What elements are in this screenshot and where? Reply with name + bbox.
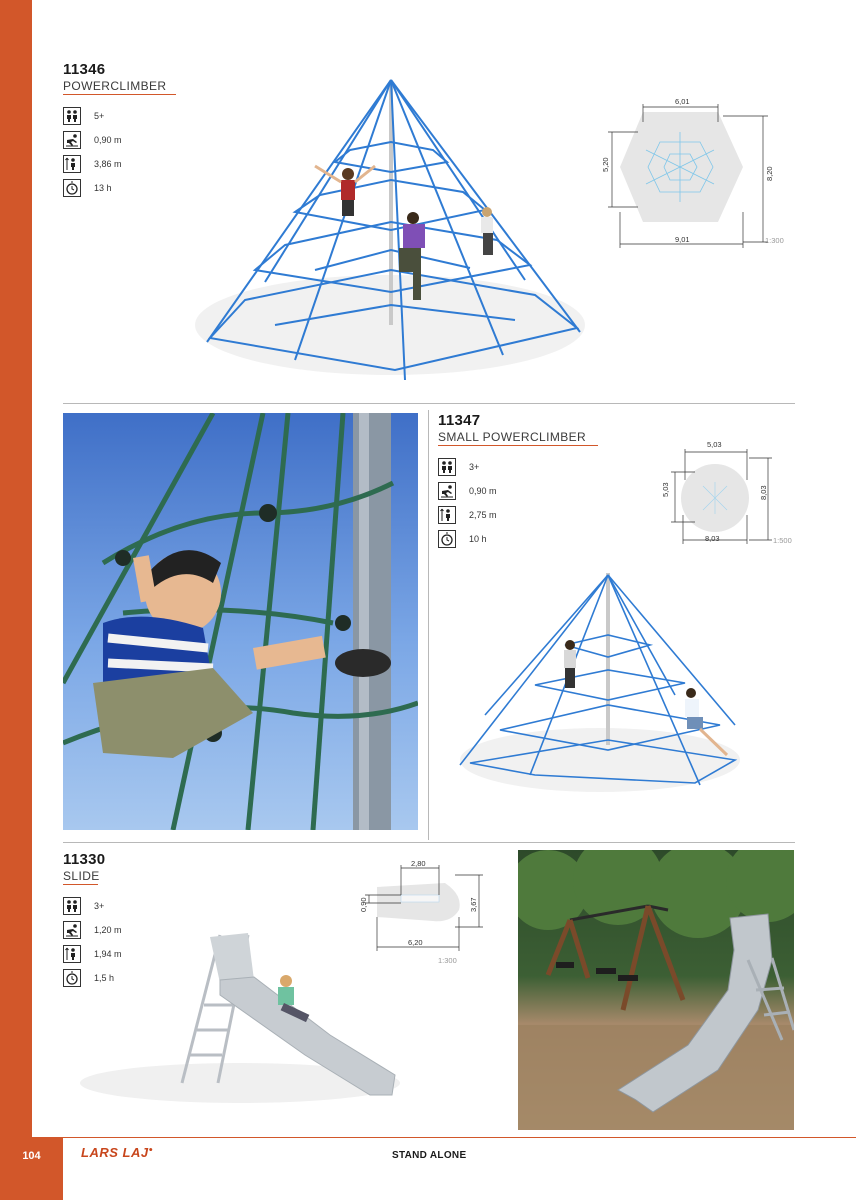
spec-value: 13 h [94, 183, 112, 193]
brand-logo: LARS LAJ● [81, 1145, 154, 1160]
dim-right: 8,20 [765, 166, 774, 181]
age-icon [63, 107, 81, 125]
child-figure [315, 166, 375, 216]
plan-scale: 1:300 [765, 236, 784, 245]
dim-bottom: 6,20 [408, 938, 423, 947]
page-number: 104 [22, 1150, 41, 1162]
product-number: 11330 [63, 851, 106, 868]
spec-age [438, 458, 479, 476]
age-icon [63, 897, 81, 915]
total-height-icon [438, 506, 456, 524]
section-name: STAND ALONE [392, 1150, 467, 1161]
spec-age [63, 897, 104, 915]
column-divider [428, 410, 429, 840]
section-divider [63, 403, 795, 404]
dim-left: 5,03 [661, 482, 670, 497]
product-number: 11346 [63, 61, 106, 78]
product-name: SLIDE [63, 869, 100, 883]
spec-fall-height [63, 131, 122, 149]
boy-climbing-photo [63, 413, 418, 830]
small-powerclimber-render [445, 565, 745, 805]
fall-height-icon [63, 131, 81, 149]
dim-top: 6,01 [675, 97, 690, 106]
dim-right: 3,67 [469, 897, 478, 912]
child-figure [564, 640, 576, 688]
plan-scale: 1:300 [438, 956, 457, 965]
dim-bottom: 9,01 [675, 235, 690, 244]
dim-left: 0,90 [359, 897, 368, 912]
spec-value: 1,5 h [94, 973, 115, 983]
footer-rule [63, 1137, 856, 1138]
spec-value: 2,75 m [469, 510, 497, 520]
spec-installation-time [438, 530, 487, 548]
product-name: POWERCLIMBER [63, 79, 176, 95]
plan-drawing [655, 440, 795, 550]
spec-value: 1,20 m [94, 925, 122, 935]
fall-height-icon [438, 482, 456, 500]
age-icon [438, 458, 456, 476]
dim-top: 5,03 [707, 440, 722, 449]
product-name: SMALL POWERCLIMBER [438, 430, 598, 446]
spec-value: 3+ [94, 901, 105, 911]
child-figure [481, 207, 493, 255]
slide-render [70, 925, 400, 1105]
product-number: 11347 [438, 412, 481, 429]
spec-age [63, 107, 104, 125]
section-divider [63, 842, 795, 843]
total-height-icon [63, 155, 81, 173]
spec-total-height [63, 155, 122, 173]
powerclimber-render [185, 70, 595, 385]
spec-value: 3,86 m [94, 159, 122, 169]
playground-photo [518, 850, 794, 1130]
installation-time-icon [438, 530, 456, 548]
dim-top: 2,80 [411, 859, 426, 868]
page-number-box [0, 1137, 63, 1200]
dim-bottom: 8,03 [705, 534, 720, 543]
spec-value: 3+ [469, 462, 480, 472]
page-sidebar-bar [0, 0, 32, 1137]
dim-left: 5,20 [601, 157, 610, 172]
spec-value: 1,94 m [94, 949, 122, 959]
dim-right: 8,03 [759, 485, 768, 500]
spec-value: 0,90 m [94, 135, 122, 145]
spec-value: 10 h [469, 534, 487, 544]
spec-value: 5+ [94, 111, 105, 121]
installation-time-icon [63, 179, 81, 197]
plan-scale: 1:500 [773, 536, 792, 545]
spec-total-height [438, 506, 497, 524]
spec-installation-time [63, 179, 112, 197]
spec-fall-height [438, 482, 497, 500]
spec-value: 0,90 m [469, 486, 497, 496]
